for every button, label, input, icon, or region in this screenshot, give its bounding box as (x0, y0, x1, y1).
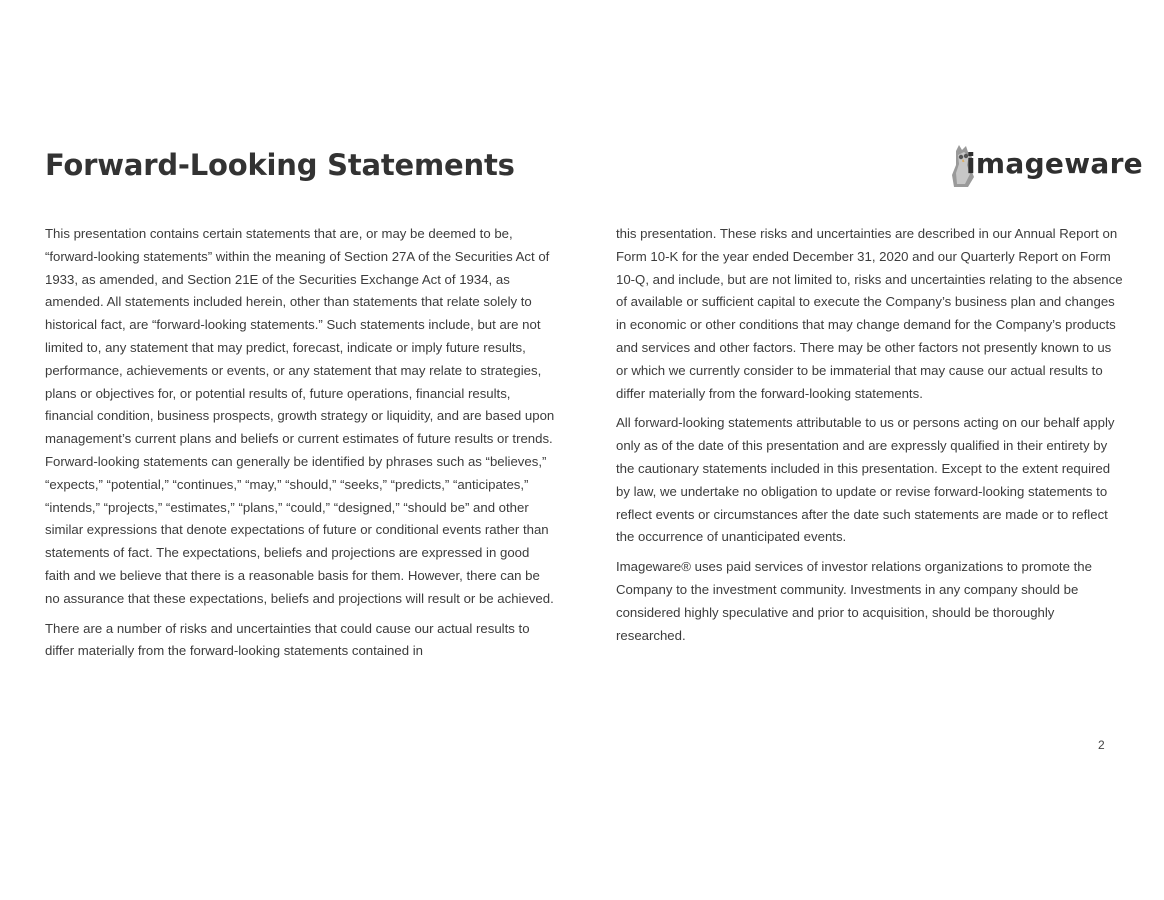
left-text-column (45, 223, 557, 670)
slide-title: Forward-Looking Statements (45, 148, 515, 182)
right-text-column (616, 223, 1124, 654)
paragraph: This presentation contains certain statements that are, or may be deemed to be, “forward-looking statements” within the meaning of Section 27A of the Securities Act of 1933, as amended, and Section 21E of the Securities Exchange Act of 1934, as amended. All statements included herein, other than statements that relate solely to historical fact, are “forward-looking statements.” Such statements include, but are not limited to, any statement that may predict, forecast, indicate or imply future results, performance, achievements or events, or any statement that may relate to strategies, plans or objectives for, or potential results of, future operations, financial results, financial condition, business prospects, growth strategy or liquidity, and are based upon management’s current plans and beliefs or current estimates of future results or trends. Forward-looking statements can generally be identified by phrases such as “believes,” “expects,” “potential,” “continues,” “may,” “should,” “seeks,” “predicts,” “anticipates,” “intends,” “projects,” “estimates,” “plans,” “could,” “designed,” “should be” and other similar expressions that denote expectations of future or conditional events rather than statements of fact. The expectations, beliefs and projections are expressed in good faith and we believe that there is a reasonable basis for them. However, there can be no assurance that these expectations, beliefs and projections will result or be achieved. (45, 226, 555, 606)
paragraph: this presentation. These risks and uncertainties are described in our Annual Report on Form 10-K for the year ended December 31, 2020 and our Quarterly Report on Form 10-Q, and include, but are not limited to, risks and uncertainties relating to the absence of available or sufficient capital to execute the Company’s business plan and changes in economic or other conditions that may change demand for the Company’s products and services and other factors. There may be other factors not presently known to us or which we currently consider to be immaterial that may cause our actual results to differ materially from the forward-looking statements. (616, 226, 1123, 401)
paragraph: There are a number of risks and uncertainties that could cause our actual results to differ materially from the forward-looking statements contained in (45, 620, 530, 659)
logo-wordmark: imageware (966, 147, 1143, 180)
paragraph: All forward-looking statements attributable to us or persons acting on our behalf apply only as of the date of this presentation and are expressly qualified in their entirety by the cautionary statements included in this presentation. Except to the extent required by law, we undertake no obligation to update or revise forward-looking statements to reflect events or circumstances after the date such statements are made or to reflect the occurrence of unanticipated events. (616, 415, 1115, 545)
page-number: 2 (1098, 738, 1105, 752)
paragraph: Imageware® uses paid services of investor relations organizations to promote the Company to the investment community. Investments in any company should be considered highly speculative and prior to acquisition, should be thoroughly researched. (616, 559, 1092, 643)
company-logo (950, 143, 1143, 193)
